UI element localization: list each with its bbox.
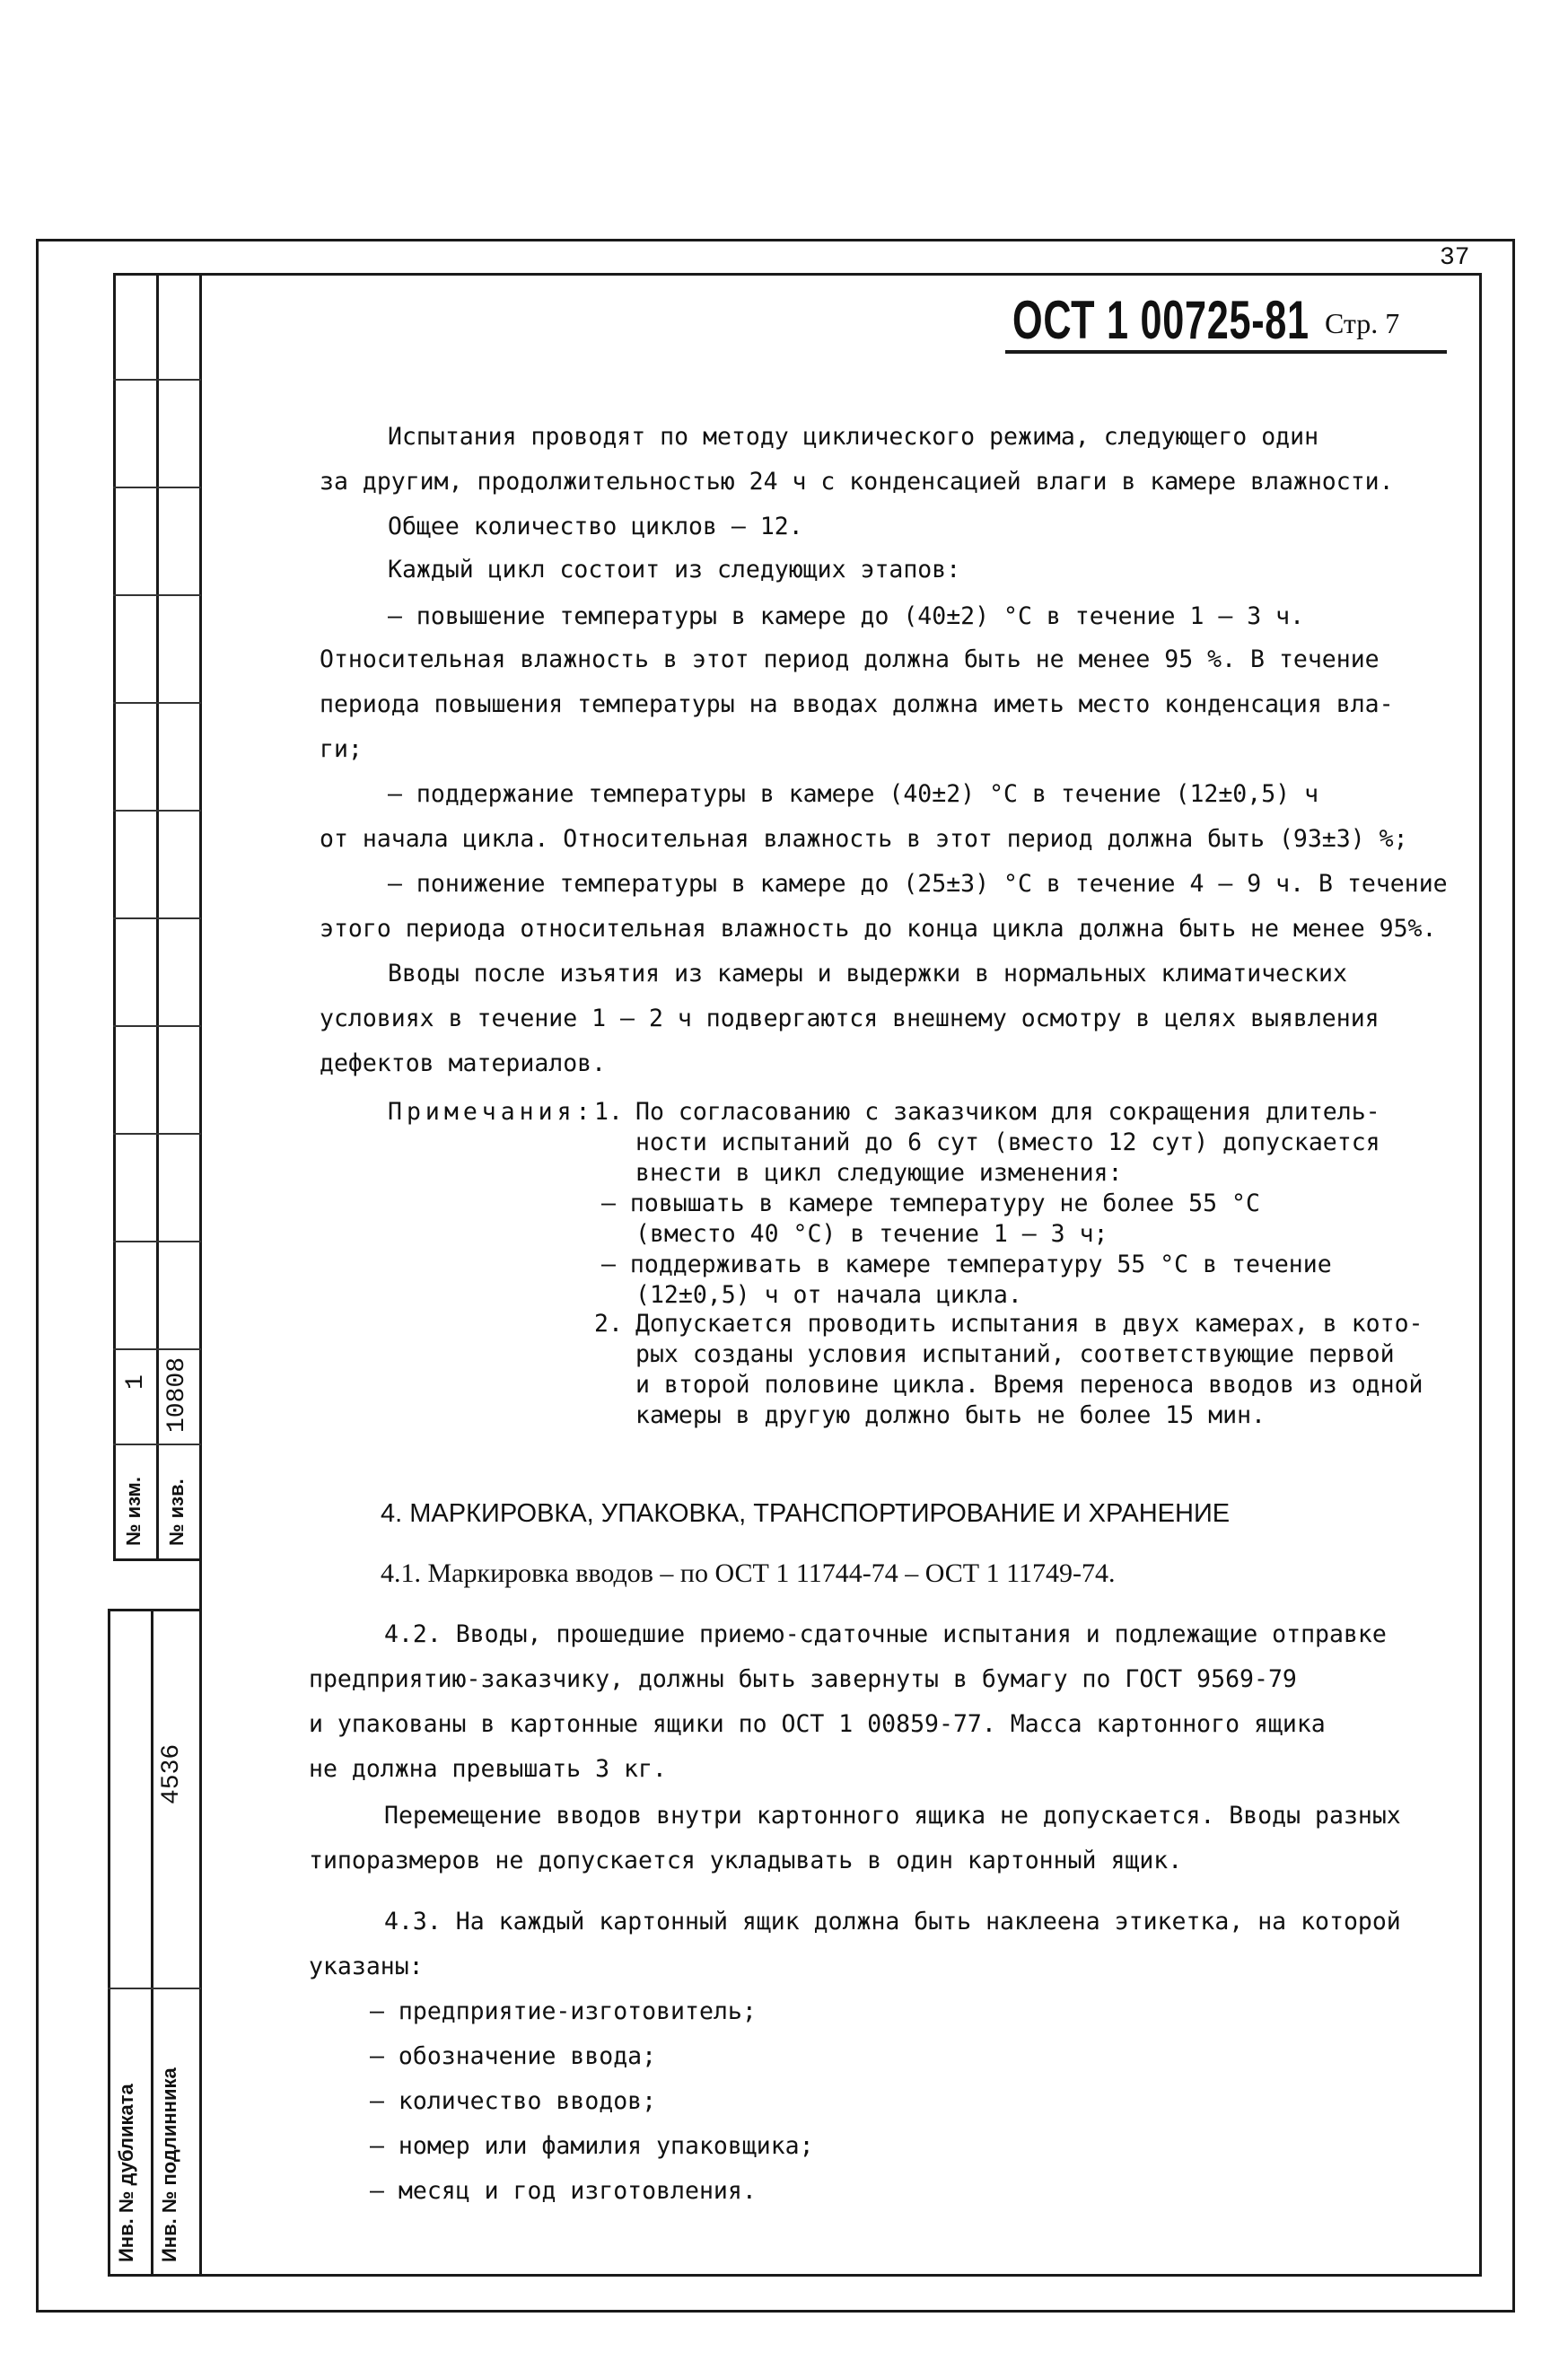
body-line: за другим, продолжительностью 24 ч с конденсацией влаги в камере влажности. [320, 468, 1394, 496]
body-line: 4.3. На каждый картонный ящик должна быть наклеена этикетка, на которой [384, 1908, 1401, 1935]
stamp-row-line [113, 702, 201, 704]
body-line: типоразмеров не допускается укладывать в один картонный ящик. [309, 1847, 1183, 1874]
note-line: Допускается проводить испытания в двух камерах, в кото- [635, 1310, 1423, 1338]
stamp-row-line [113, 1348, 201, 1350]
list-item: – месяц и год изготовления. [370, 2177, 757, 2205]
original-inventory-value: 4536 [158, 1743, 186, 1804]
body-line: Вводы после изъятия из камеры и выдержки в нормальных климатических [388, 960, 1347, 987]
note-line: (12±0,5) ч от начала цикла. [635, 1281, 1022, 1309]
stamp-row-line [113, 379, 201, 381]
body-line: 4.2. Вводы, прошедшие приемо-сдаточные испытания и подлежащие отправке [384, 1620, 1387, 1648]
section-heading: 4. МАРКИРОВКА, УПАКОВКА, ТРАНСПОРТИРОВАНИЕ И ХРАНЕНИЕ [381, 1499, 1231, 1528]
body-line: дефектов материалов. [320, 1049, 607, 1077]
change-number-value: 1 [122, 1374, 150, 1390]
body-line: Общее количество циклов – 12. [388, 513, 803, 540]
stamp-column-divider-2 [156, 273, 159, 1558]
stamp-row-line [108, 1988, 201, 1989]
note-line: рых созданы условия испытаний, соответствующие первой [635, 1340, 1395, 1368]
stamp-row-line [113, 1133, 201, 1135]
document-code: ОСТ 1 00725-81 [1012, 290, 1310, 350]
list-item: – номер или фамилия упаковщика; [370, 2132, 814, 2160]
sheet-page-number: 37 [1440, 244, 1470, 272]
list-item: – обозначение ввода; [370, 2042, 657, 2070]
body-line: – понижение температуры в камере до (25±3) °С в течение 4 – 9 ч. В течение [388, 870, 1448, 898]
note-number: 1. [594, 1098, 623, 1126]
header-underline [1005, 350, 1447, 354]
body-line: Испытания проводят по методу циклического режима, следующего один [388, 423, 1319, 451]
stamp-upper-bottom-border [113, 1558, 201, 1561]
main-frame-top-border [113, 273, 1482, 276]
body-line: ги; [320, 735, 363, 763]
document-header [1012, 289, 1448, 355]
body-line: Относительная влажность в этот период должна быть не менее 95 %. В течение [320, 645, 1380, 673]
main-frame-bottom-border [108, 2274, 1482, 2277]
body-line: – повышение температуры в камере до (40±2) °С в течение 1 – 3 ч. [388, 602, 1305, 630]
stamp-row-line [113, 1241, 201, 1242]
stamp-row-line [113, 1025, 201, 1027]
note-line: камеры в другую должно быть не более 15 мин. [635, 1401, 1266, 1429]
stamp-row-line [113, 1444, 201, 1445]
original-inventory-label: Инв. № подлинника [158, 2067, 180, 2262]
stamp-row-line [113, 487, 201, 488]
document-page-label: Стр. 7 [1325, 307, 1400, 339]
body-line: не должна превышать 3 кг. [309, 1755, 667, 1783]
body-line: условиях в течение 1 – 2 ч подвергаются внешнему осмотру в целях выявления [320, 1005, 1380, 1032]
body-line: Каждый цикл состоит из следующих этапов: [388, 556, 961, 584]
stamp-row-line [113, 594, 201, 596]
body-line: – поддержание температуры в камере (40±2) °С в течение (12±0,5) ч [388, 780, 1319, 808]
notes-label: Примечания: [388, 1098, 595, 1126]
duplicate-inventory-label: Инв. № дубликата [115, 2084, 137, 2262]
note-line: ности испытаний до 6 сут (вместо 12 сут) допускается [635, 1128, 1380, 1156]
notice-number-label: № изв. [165, 1479, 188, 1546]
stamp-row-line [113, 810, 201, 812]
note-number: 2. [594, 1310, 623, 1338]
body-line: Перемещение вводов внутри картонного ящика не допускается. Вводы разных [384, 1802, 1401, 1830]
note-line: внести в цикл следующие изменения: [635, 1159, 1123, 1187]
notice-number-value: 10808 [163, 1356, 191, 1433]
note-dash-item: – повышать в камере температуру не более 55 °С [601, 1189, 1260, 1217]
note-line: и второй половине цикла. Время переноса вводов из одной [635, 1371, 1423, 1399]
body-line: периода повышения температуры на вводах должна иметь место конденсация вла- [320, 690, 1394, 718]
list-item: – предприятие-изготовитель; [370, 1997, 757, 2025]
body-line: от начала цикла. Относительная влажность в этот период должна быть (93±3) %; [320, 825, 1408, 853]
stamp-column-divider-1 [113, 273, 116, 1558]
note-line: По согласованию с заказчиком для сокращения длитель- [635, 1098, 1380, 1126]
body-line: указаны: [309, 1953, 424, 1980]
body-line: этого периода относительная влажность до конца цикла должна быть не менее 95%. [320, 915, 1437, 943]
list-item: – количество вводов; [370, 2087, 657, 2115]
note-line: (вместо 40 °С) в течение 1 – 3 ч; [635, 1220, 1108, 1248]
change-number-label: № изм. [122, 1477, 145, 1546]
note-dash-item: – поддерживать в камере температуру 55 °С в течение [601, 1251, 1332, 1278]
main-frame-left-border [199, 273, 202, 2276]
stamp-lower-column-left [108, 1609, 110, 2277]
body-line: предприятию-заказчику, должны быть завернуты в бумагу по ГОСТ 9569-79 [309, 1665, 1297, 1693]
stamp-lower-column-mid [151, 1609, 153, 2277]
main-frame-right-border [1479, 273, 1482, 2276]
stamp-row-line [113, 917, 201, 919]
body-line: и упакованы в картонные ящики по ОСТ 1 00859-77. Масса картонного ящика [309, 1710, 1326, 1738]
paragraph-4-1: 4.1. Маркировка вводов – по ОСТ 1 11744-74 – ОСТ 1 11749-74. [381, 1558, 1116, 1588]
stamp-lower-top-border [108, 1609, 201, 1611]
